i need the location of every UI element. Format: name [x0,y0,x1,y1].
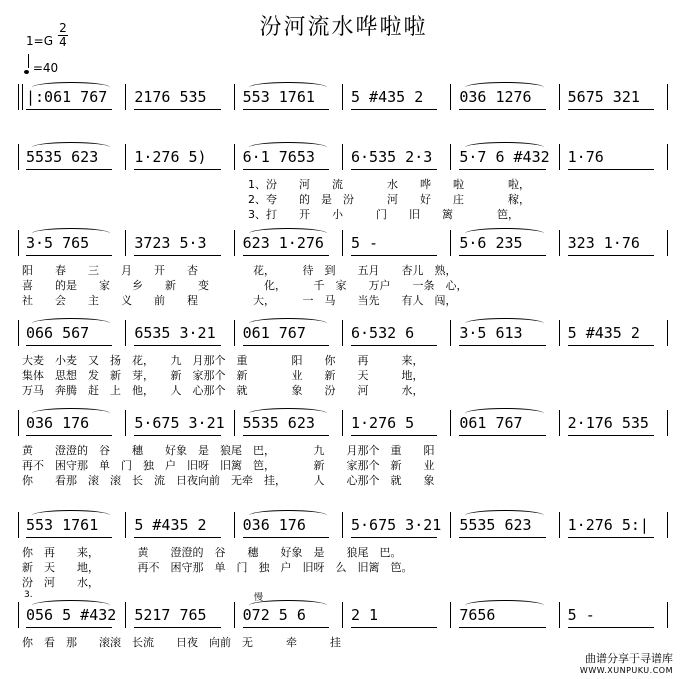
slur [249,318,327,329]
measure: 1·276 5) [134,148,207,166]
watermark-text: 曲谱分享于寻谱库 [585,652,673,665]
notation-line [18,510,668,540]
measure: 6·535 2·3 [351,148,433,166]
measure: 2·176 535 [567,414,649,432]
slur [249,142,327,153]
slur [465,318,543,329]
beam-underline [568,345,654,346]
beam-underline [243,255,329,256]
measure: 553 1761 [242,88,315,106]
key-signature: 1=G [26,34,53,48]
measure: 5 #435 2 [351,88,424,106]
barline [342,512,343,538]
measure: 5675 321 [567,88,640,106]
notation-line [18,142,668,172]
measure: 2 1 [351,606,379,624]
barline [342,144,343,170]
measure: |:061 767 [26,88,108,106]
beam-underline [26,345,112,346]
measure: 072 5 6 [242,606,306,624]
lyric-line: 你 再 来， 黄 澄澄的 谷 穗 好象 是 狼尾 巴。 [22,546,402,559]
beam-underline [243,537,329,538]
beam-underline [243,627,329,628]
slur [32,82,110,93]
lyric-line: 2、夸 的 是 汾 河 好 庄 稼， [248,193,530,206]
barline [450,84,451,110]
lyric-line: 汾 河 水， [22,576,99,589]
barline [342,410,343,436]
barline [559,512,560,538]
beam-underline [459,345,545,346]
barline [342,602,343,628]
slur [32,408,110,419]
measure: 5535 623 [26,148,99,166]
barline [667,144,668,170]
slur [249,82,327,93]
beam-underline [26,255,112,256]
beam-underline [568,169,654,170]
barline [559,320,560,346]
beam-underline [459,255,545,256]
slur [249,510,327,521]
meter-bottom: 4 [59,35,67,49]
barline [234,602,235,628]
beam-underline [351,169,437,170]
beam-underline [243,435,329,436]
beam-underline [134,537,220,538]
slur [32,510,110,521]
measure: 6·532 6 [351,324,415,342]
lyric-line: 喜 的是 家 乡 新 变 化， 千 家 万户 一条 心， [22,279,468,292]
barline [125,410,126,436]
slur [465,228,543,239]
lyric-line: 社 会 主 义 前 程 大， 一 马 当先 有人 闯， [22,294,457,307]
barline [342,230,343,256]
beam-underline [26,537,112,538]
lyric-line: 黄 澄澄的 谷 穗 好象 是 狼尾 巴， 九 月那个 重 阳 [22,444,435,457]
barline [559,144,560,170]
lyric-line: 新 天 地， 再不 困守那 单 门 独 户 旧呀 么 旧篱 笆。 [22,561,413,574]
measure: 5·675 3·21 [351,516,442,534]
lyric-line: 你 看那 滚 滚 长 流 日夜向前 无牵 挂， 人 心那个 就 象 [22,474,435,487]
measure: 5535 623 [242,414,315,432]
slur [32,228,110,239]
slur [465,82,543,93]
barline [450,410,451,436]
beam-underline [351,109,437,110]
page-title: 汾河流水哗啦啦 [259,15,428,40]
barline [18,144,19,170]
beam-underline [243,109,329,110]
measure: 5·675 3·21 [134,414,225,432]
measure: 5·6 235 [459,234,523,252]
measure: 5 #435 2 [567,324,640,342]
barline [234,84,235,110]
measure: 7656 [459,606,496,624]
measure: 1·276 5:| [567,516,649,534]
barline [667,410,668,436]
barline [125,144,126,170]
slur [249,408,327,419]
lyric-line: 1、汾 河 流 水 哗 啦 啦， [248,178,530,191]
barline [125,320,126,346]
beam-underline [459,627,545,628]
barline [234,512,235,538]
barline [234,230,235,256]
measure: 5 - [567,606,595,624]
beam-underline [568,109,654,110]
watermark [580,650,673,675]
beam-underline [568,537,654,538]
lyric-line: 3、打 开 小 门 旧 篱 笆， [248,208,519,221]
barline [667,230,668,256]
barline [342,84,343,110]
barline [125,230,126,256]
slur [249,228,327,239]
barline [667,84,668,110]
lyric-line: 阳 春 三 月 开 杏 花， 待 到 五月 杏儿 熟， [22,264,457,277]
barline [667,320,668,346]
tempo-marking [24,58,58,75]
barline [559,230,560,256]
measure: 066 567 [26,324,90,342]
barline [450,320,451,346]
lyric-line: 万马 奔腾 赶 上 他， 人 心那个 就 象 汾 河 水， [22,384,424,397]
measure: 2176 535 [134,88,207,106]
measure: 6535 3·21 [134,324,216,342]
barline [450,144,451,170]
beam-underline [459,537,545,538]
lyric-line: 大麦 小麦 又 扬 花， 九 月那个 重 阳 你 再 来， [22,354,424,367]
lyric-line: 再不 困守那 单 门 独 户 旧呀 旧篱 笆， 新 家那个 新 业 [22,459,435,472]
quarter-note-icon [24,70,29,74]
measure: 5535 623 [459,516,532,534]
beam-underline [134,345,220,346]
measure: 061 767 [242,324,306,342]
barline [234,144,235,170]
slur [465,510,543,521]
beam-underline [568,435,654,436]
beam-underline [26,627,112,628]
barline [18,320,19,346]
beam-underline [134,435,220,436]
time-signature [58,22,68,49]
measure: 553 1761 [26,516,99,534]
tempo-change-mark: 慢 [254,593,264,603]
barline [18,230,19,256]
barline [18,410,19,436]
notation-line [18,600,668,630]
barline [559,602,560,628]
measure: 6·1 7653 [242,148,315,166]
beam-underline [459,169,545,170]
beam-underline [26,435,112,436]
measure: 5·7 6 #432 [459,148,550,166]
beam-underline [351,627,437,628]
beam-underline [351,255,437,256]
barline [18,84,23,110]
measure: 036 176 [242,516,306,534]
measure: 323 1·76 [567,234,640,252]
barline [450,512,451,538]
barline [667,602,668,628]
beam-underline [351,435,437,436]
lyric-line: 集体 思想 发 新 芽， 新 家那个 新 业 新 天 地， [22,369,424,382]
measure: 3723 5·3 [134,234,207,252]
lyric-line: 你 看 那 滚滚 长流 日夜 向前 无 牵 挂 [22,636,341,649]
measure: 056 5 #432 [26,606,117,624]
barline [450,230,451,256]
beam-underline [134,169,220,170]
beam-underline [351,537,437,538]
notation-line [18,228,668,258]
slur [465,142,543,153]
beam-underline [134,627,220,628]
beam-underline [351,345,437,346]
slur [32,142,110,153]
barline [342,320,343,346]
barline [125,512,126,538]
slur [32,600,110,611]
barline [667,512,668,538]
measure: 036 176 [26,414,90,432]
measure: 5 - [351,234,379,252]
beam-underline [26,169,112,170]
beam-underline [243,169,329,170]
note-stem [28,54,29,68]
beam-underline [134,255,220,256]
barline [125,602,126,628]
barline [450,602,451,628]
meter-top: 2 [59,21,67,35]
beam-underline [568,627,654,628]
measure: 3·5 613 [459,324,523,342]
measure: 5217 765 [134,606,207,624]
notation-line [18,82,668,112]
barline [18,602,19,628]
beam-underline [459,435,545,436]
slur [32,318,110,329]
barline [234,410,235,436]
measure: 061 767 [459,414,523,432]
barline [18,512,19,538]
measure: 1·76 [567,148,604,166]
beam-underline [568,255,654,256]
beam-underline [26,109,112,110]
barline [559,84,560,110]
watermark-url: WWW.XUNPUKU.COM [579,666,673,675]
beam-underline [243,345,329,346]
measure: 036 1276 [459,88,532,106]
measure: 1·276 5 [351,414,415,432]
notation-line [18,408,668,438]
measure: 3·5 765 [26,234,90,252]
volta-ending: 3. [24,590,33,600]
barline [559,410,560,436]
barline [234,320,235,346]
slur [465,408,543,419]
notation-line [18,318,668,348]
measure: 623 1·276 [242,234,324,252]
beam-underline [134,109,220,110]
beam-underline [459,109,545,110]
measure: 5 #435 2 [134,516,207,534]
slur [465,600,543,611]
barline [125,84,126,110]
tempo-value: =40 [32,61,59,75]
